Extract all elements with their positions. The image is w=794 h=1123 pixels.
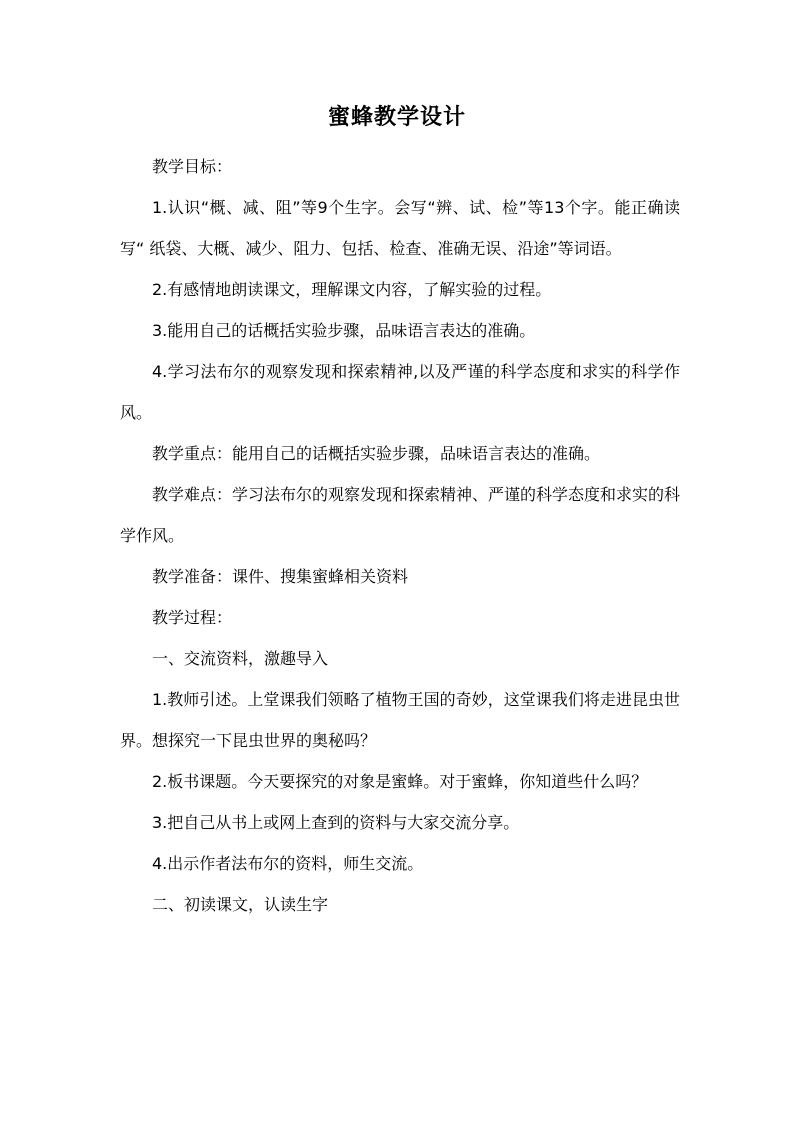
- paragraph-difficulties: 教学难点：学习法布尔的观察发现和探索精神、严谨的科学态度和求实的科学作风。: [120, 485, 681, 545]
- paragraph-step-4: 4.出示作者法布尔的资料，师生交流。: [152, 854, 424, 873]
- paragraph-key-points: 教学重点：能用自己的话概括实验步骤，品味语言表达的准确。: [152, 444, 601, 463]
- paragraph-section-2-heading: 二、初读课文，认读生字: [152, 895, 329, 914]
- paragraph-goal-4: 4.学习法布尔的观察发现和探索精神,以及严谨的科学态度和求实的科学作风。: [120, 362, 680, 422]
- paragraph-step-3: 3.把自己从书上或网上查到的资料与大家交流分享。: [152, 813, 520, 832]
- paragraph-preparation: 教学准备：课件、搜集蜜蜂相关资料: [152, 567, 409, 586]
- paragraph-teaching-goals-heading: 教学目标：: [152, 157, 233, 176]
- paragraph-step-2: 2.板书课题。今天要探究的对象是蜜蜂。对于蜜蜂，你知道些什么吗？: [152, 772, 648, 791]
- paragraph-goal-3: 3.能用自己的话概括实验步骤，品味语言表达的准确。: [152, 321, 536, 340]
- document-title: 蜜蜂教学设计: [327, 104, 466, 130]
- paragraph-goal-1: 1.认识“概、减、阻”等9个生字。会写“辨、试、检”等13个字。能正确读写“ 纸袋、大概、减少、阻力、包括、检查、准确无误、沿途”等词语。: [120, 198, 680, 258]
- document-body: [120, 146, 680, 925]
- paragraph-section-1-heading: 一、交流资料，激趣导入: [152, 649, 329, 668]
- paragraph-goal-2: 2.有感情地朗读课文，理解课文内容，了解实验的过程。: [152, 280, 552, 299]
- paragraph-step-1: 1.教师引述。上堂课我们领略了植物王国的奇妙，这堂课我们将走进昆虫世界。想探究一下昆虫世界的奥秘吗？: [120, 690, 680, 750]
- paragraph-process-heading: 教学过程：: [152, 608, 233, 627]
